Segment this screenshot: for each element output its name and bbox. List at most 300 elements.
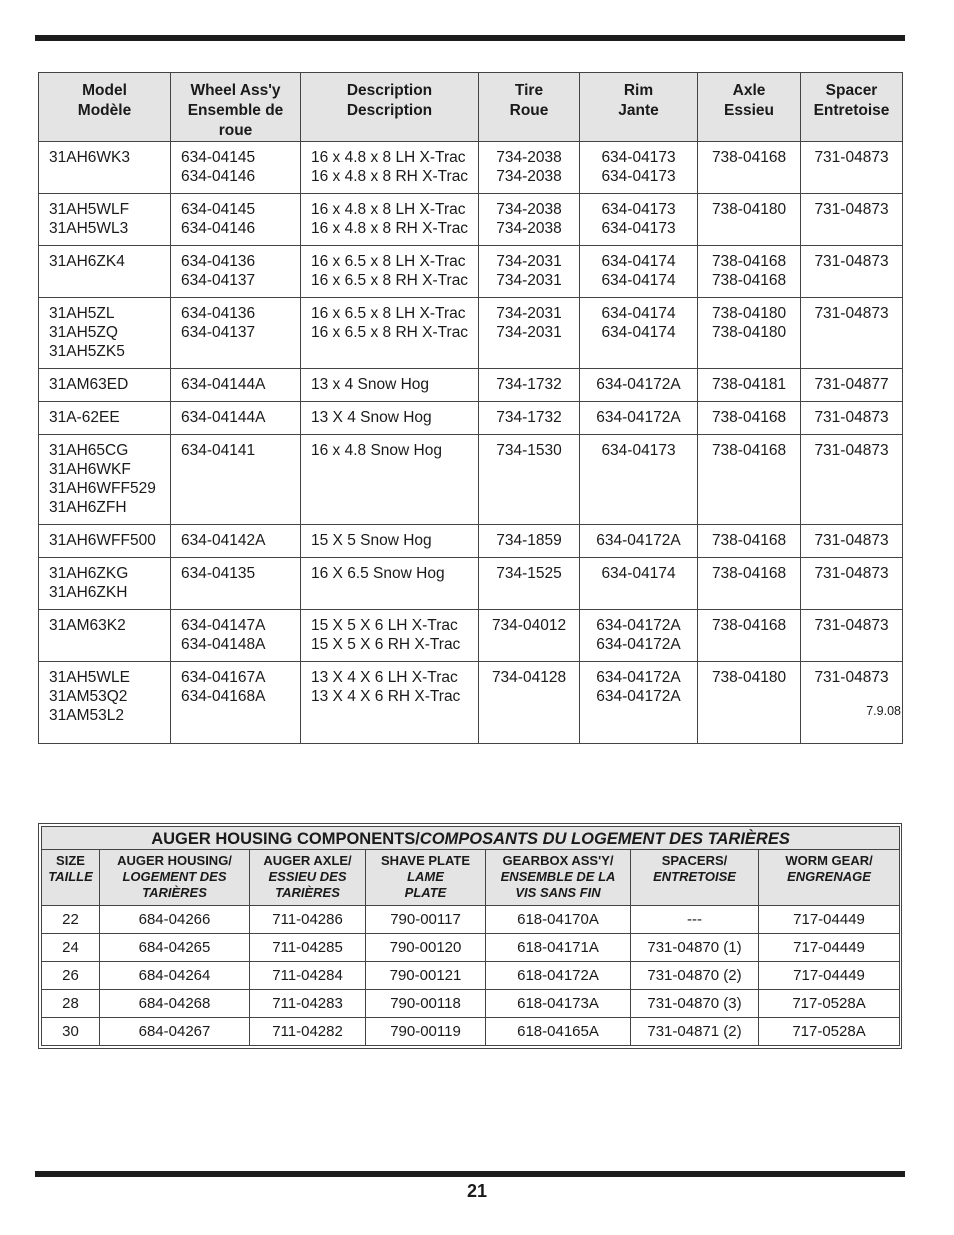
table-row [42, 1018, 900, 1046]
table-cell-spacer [801, 246, 903, 298]
auger-header-cell [42, 850, 100, 906]
table-cell: 618-04170A [486, 906, 631, 934]
table-cell-wheel [171, 246, 301, 298]
cell-line: 731-04873 [814, 532, 889, 549]
table-cell-model [39, 435, 171, 525]
cell-line: 16 x 6.5 x 8 RH X-Trac [311, 272, 469, 289]
table-cell-wheel [171, 298, 301, 369]
cell-line: 738-04168 [711, 409, 787, 426]
cell-line: 634-04173 [601, 442, 676, 459]
table-cell-spacer [801, 435, 903, 525]
cell-line: 734-1732 [496, 376, 562, 393]
cell-line: 634-04145 [181, 201, 256, 218]
cell-line: 634-04174 [601, 272, 676, 289]
cell-line: 31AH5ZQ [49, 324, 118, 341]
cell-line: 634-04137 [181, 324, 256, 341]
wheel-table-header-cell [698, 73, 801, 142]
cell-line: 731-04873 [814, 617, 889, 634]
header-line-en: AUGER HOUSING/ [117, 853, 232, 868]
table-cell-rim [580, 558, 698, 610]
table-row [42, 934, 900, 962]
cell-line: 634-04172A [596, 532, 681, 549]
table-cell-spacer [801, 662, 903, 744]
table-cell-spacer [801, 610, 903, 662]
cell-line: 634-04136 [181, 305, 256, 322]
cell-line: 738-04180 [711, 324, 787, 341]
table-row [39, 662, 903, 744]
table-cell: 684-04265 [100, 934, 250, 962]
table-cell-desc [301, 402, 479, 435]
cell-line: 634-04173 [601, 201, 676, 218]
header-line-en: SPACERS/ [661, 853, 728, 868]
cell-line: 16 x 6.5 x 8 LH X-Trac [311, 305, 466, 322]
table-cell: 790-00117 [366, 906, 486, 934]
table-cell: 731-04871 (2) [631, 1018, 759, 1046]
header-line-fr: PLATE [404, 885, 447, 900]
table-cell-axle [698, 246, 801, 298]
table-cell-wheel [171, 662, 301, 744]
auger-table-title [42, 827, 900, 850]
cell-line: 16 x 4.8 x 8 LH X-Trac [311, 201, 466, 218]
cell-line: 734-1530 [496, 442, 562, 459]
auger-table-body [42, 906, 900, 1046]
table-cell: 684-04267 [100, 1018, 250, 1046]
header-line: Description [346, 82, 433, 99]
cell-line: 31AH6WFF500 [49, 532, 156, 549]
table-row [39, 369, 903, 402]
table-cell-spacer [801, 402, 903, 435]
auger-header-cell [759, 850, 900, 906]
cell-line: 13 X 4 Snow Hog [311, 409, 432, 426]
wheel-assembly-table [38, 72, 903, 744]
wheel-table-header-cell [801, 73, 903, 142]
table-cell: 30 [42, 1018, 100, 1046]
cell-line: 16 x 4.8 Snow Hog [311, 442, 442, 459]
table-cell-desc [301, 525, 479, 558]
table-cell-spacer [801, 525, 903, 558]
cell-line: 31AH6ZK4 [49, 253, 125, 270]
table-cell-model [39, 142, 171, 194]
table-cell-wheel [171, 369, 301, 402]
wheel-table-header-cell [479, 73, 580, 142]
cell-line: 738-04168 [711, 617, 787, 634]
cell-line: 734-2031 [496, 253, 562, 270]
cell-line: 31AH6ZKH [49, 584, 128, 601]
table-cell-desc [301, 142, 479, 194]
auger-table-title-fr: COMPOSANTS DU LOGEMENT DES TARIÈRES [419, 829, 790, 848]
table-cell-axle [698, 662, 801, 744]
auger-housing-table-frame [38, 823, 902, 1049]
table-row [39, 558, 903, 610]
header-line-en: SHAVE PLATE [380, 853, 471, 868]
cell-line: 634-04173 [601, 168, 676, 185]
header-line-fr: ENSEMBLE DE LA [500, 869, 616, 884]
header-line-fr: TAILLE [48, 869, 93, 884]
table-cell-desc [301, 435, 479, 525]
header-line: Description [346, 102, 433, 119]
table-cell: 731-04870 (1) [631, 934, 759, 962]
table-cell-wheel [171, 558, 301, 610]
table-cell-axle [698, 558, 801, 610]
cell-line: 31AH5ZL [49, 305, 115, 322]
table-cell: 684-04266 [100, 906, 250, 934]
table-cell-tire [479, 435, 580, 525]
header-line: Rim [623, 82, 654, 99]
table-cell-tire [479, 525, 580, 558]
auger-header-cell [366, 850, 486, 906]
cell-line: 31AM53Q2 [49, 688, 128, 705]
cell-line: 731-04873 [814, 149, 889, 166]
table-row [42, 962, 900, 990]
table-cell-wheel [171, 435, 301, 525]
cell-line: 634-04147A [181, 617, 266, 634]
table-cell-model [39, 246, 171, 298]
cell-line: 634-04174 [601, 324, 676, 341]
table-cell: 717-04449 [759, 934, 900, 962]
table-cell: 790-00121 [366, 962, 486, 990]
header-line-en: AUGER AXLE/ [263, 853, 352, 868]
cell-line: 31AM53L2 [49, 707, 124, 724]
auger-table-title-row [42, 827, 900, 850]
cell-line: 738-04168 [711, 442, 787, 459]
header-line: Jante [618, 102, 659, 119]
table-cell-tire [479, 402, 580, 435]
table-cell-axle [698, 369, 801, 402]
cell-line: 31AM63K2 [49, 617, 126, 634]
cell-line: 16 x 4.8 x 8 RH X-Trac [311, 220, 469, 237]
cell-line: 31AH6WK3 [49, 149, 130, 166]
table-row [39, 525, 903, 558]
cell-line: 634-04146 [181, 220, 256, 237]
top-rule [35, 35, 905, 41]
header-line-en: GEARBOX ASS'Y/ [502, 853, 614, 868]
cell-line: 738-04168 [711, 272, 787, 289]
table-cell-tire [479, 142, 580, 194]
table-cell: 711-04285 [250, 934, 366, 962]
table-cell: 717-0528A [759, 1018, 900, 1046]
header-line: Entretoise [813, 102, 890, 119]
table-cell-wheel [171, 142, 301, 194]
cell-line: 31AH6ZKG [49, 565, 129, 582]
header-line-fr: VIS SANS FIN [515, 885, 601, 900]
header-line-fr: TARIÈRES [275, 885, 340, 900]
table-row [39, 142, 903, 194]
cell-line: 634-04172A [596, 617, 681, 634]
table-cell-axle [698, 610, 801, 662]
header-line: roue [218, 122, 253, 139]
table-cell-rim [580, 194, 698, 246]
wheel-table-header-cell [580, 73, 698, 142]
cell-line: 734-1525 [496, 565, 562, 582]
table-cell-wheel [171, 525, 301, 558]
cell-line: 634-04145 [181, 149, 256, 166]
table-row [39, 435, 903, 525]
cell-line: 634-04144A [181, 409, 266, 426]
table-cell-axle [698, 194, 801, 246]
table-cell-axle [698, 142, 801, 194]
wheel-table-header-row [39, 73, 903, 142]
cell-line: 738-04181 [711, 376, 787, 393]
cell-line: 15 X 5 X 6 LH X-Trac [311, 617, 458, 634]
table-cell-axle [698, 298, 801, 369]
cell-line: 16 x 6.5 x 8 LH X-Trac [311, 253, 466, 270]
table-cell: 26 [42, 962, 100, 990]
auger-housing-table [41, 826, 900, 1046]
table-cell-model [39, 194, 171, 246]
cell-line: 734-2038 [496, 149, 562, 166]
cell-line: 634-04172A [596, 636, 681, 653]
table-cell-model [39, 402, 171, 435]
table-cell-spacer [801, 194, 903, 246]
table-cell-spacer [801, 298, 903, 369]
cell-line: 731-04873 [814, 409, 889, 426]
cell-line: 634-04174 [601, 565, 676, 582]
cell-line: 634-04173 [601, 220, 676, 237]
cell-line: 16 x 4.8 x 8 RH X-Trac [311, 168, 469, 185]
cell-line: 738-04168 [711, 253, 787, 270]
cell-line: 634-04168A [181, 688, 266, 705]
table-cell-tire [479, 662, 580, 744]
header-line: Axle [732, 82, 766, 99]
table-cell-wheel [171, 402, 301, 435]
header-line-en: SIZE [56, 853, 85, 868]
cell-line: 734-2038 [496, 220, 562, 237]
table-cell-rim [580, 369, 698, 402]
cell-line: 738-04168 [711, 565, 787, 582]
cell-line: 15 X 5 Snow Hog [311, 532, 432, 549]
table-cell-model [39, 298, 171, 369]
cell-line: 734-1859 [496, 532, 562, 549]
table-cell: 717-04449 [759, 906, 900, 934]
auger-header-cell [486, 850, 631, 906]
table-cell-rim [580, 402, 698, 435]
header-line-fr: LAME [407, 869, 444, 884]
table-cell-tire [479, 194, 580, 246]
cell-line: 734-04128 [491, 669, 567, 686]
header-line: Ensemble de [187, 102, 284, 119]
cell-line: 731-04873 [814, 442, 889, 459]
bottom-rule [35, 1171, 905, 1177]
cell-line: 31AH6WFF529 [49, 480, 156, 497]
cell-line: 634-04172A [596, 669, 681, 686]
table-cell-wheel [171, 610, 301, 662]
cell-line: 634-04144A [181, 376, 266, 393]
cell-line: 734-2038 [496, 201, 562, 218]
table-cell-rim [580, 610, 698, 662]
cell-line: 634-04167A [181, 669, 266, 686]
header-line: Essieu [724, 102, 774, 119]
table-cell: --- [631, 906, 759, 934]
auger-header-cell [100, 850, 250, 906]
table-cell-tire [479, 558, 580, 610]
cell-line: 13 X 4 X 6 RH X-Trac [311, 688, 461, 705]
header-line-fr: ESSIEU DES [268, 869, 347, 884]
cell-line: 734-2031 [496, 324, 562, 341]
table-cell-model [39, 558, 171, 610]
table-cell-spacer [801, 558, 903, 610]
cell-line: 31AH5ZK5 [49, 343, 125, 360]
cell-line: 634-04174 [601, 305, 676, 322]
header-line-fr: TARIÈRES [142, 885, 207, 900]
header-line-fr: ENTRETOISE [653, 869, 736, 884]
table-row [39, 194, 903, 246]
cell-line: 13 X 4 X 6 LH X-Trac [311, 669, 458, 686]
table-cell-rim [580, 662, 698, 744]
cell-line: 16 X 6.5 Snow Hog [311, 565, 445, 582]
cell-line: 31AM63ED [49, 376, 129, 393]
header-line: Tire [514, 82, 544, 99]
cell-line: 738-04168 [711, 532, 787, 549]
table-cell-rim [580, 525, 698, 558]
table-cell-axle [698, 402, 801, 435]
cell-line: 734-1732 [496, 409, 562, 426]
table-cell-rim [580, 298, 698, 369]
table-cell: 22 [42, 906, 100, 934]
table-cell: 618-04172A [486, 962, 631, 990]
auger-table-header-row [42, 850, 900, 906]
table-row [39, 298, 903, 369]
cell-line: 13 x 4 Snow Hog [311, 376, 430, 393]
cell-line: 731-04877 [814, 376, 889, 393]
cell-line: 16 x 4.8 x 8 LH X-Trac [311, 149, 466, 166]
table-cell-desc [301, 558, 479, 610]
table-cell: 717-0528A [759, 990, 900, 1018]
cell-line: 634-04135 [181, 565, 256, 582]
cell-line: 634-04173 [601, 149, 676, 166]
table-cell-tire [479, 369, 580, 402]
cell-line: 731-04873 [814, 201, 889, 218]
table-cell-axle [698, 525, 801, 558]
table-cell: 618-04173A [486, 990, 631, 1018]
wheel-table-header-cell [171, 73, 301, 142]
table-cell-desc [301, 298, 479, 369]
wheel-table-body [39, 142, 903, 744]
table-cell: 790-00119 [366, 1018, 486, 1046]
auger-header-cell [631, 850, 759, 906]
table-cell-spacer [801, 142, 903, 194]
cell-line: 31AH6ZFH [49, 499, 127, 516]
cell-line: 634-04172A [596, 376, 681, 393]
table-cell-rim [580, 246, 698, 298]
cell-line: 734-04012 [491, 617, 567, 634]
cell-line: 31AH5WLE [49, 669, 130, 686]
cell-line: 15 X 5 X 6 RH X-Trac [311, 636, 461, 653]
table-cell: 618-04165A [486, 1018, 631, 1046]
cell-line: 634-04148A [181, 636, 266, 653]
cell-line: 31AH5WL3 [49, 220, 129, 237]
table-cell: 790-00118 [366, 990, 486, 1018]
cell-line: 634-04172A [596, 409, 681, 426]
table-cell: 731-04870 (2) [631, 962, 759, 990]
wheel-table-header-cell [301, 73, 479, 142]
auger-header-cell [250, 850, 366, 906]
cell-line: 738-04168 [711, 149, 787, 166]
header-line: Modèle [77, 102, 132, 119]
table-row [42, 990, 900, 1018]
table-cell: 24 [42, 934, 100, 962]
cell-line: 634-04172A [596, 688, 681, 705]
table-cell: 731-04870 (3) [631, 990, 759, 1018]
wheel-table-header-cell [39, 73, 171, 142]
table-cell-desc [301, 246, 479, 298]
table-cell-axle [698, 435, 801, 525]
cell-line: 634-04142A [181, 532, 266, 549]
cell-line: 734-2038 [496, 168, 562, 185]
cell-line: 634-04137 [181, 272, 256, 289]
table-cell-desc [301, 610, 479, 662]
table-cell-spacer [801, 369, 903, 402]
table-cell-model [39, 610, 171, 662]
cell-line: 634-04174 [601, 253, 676, 270]
table-cell-desc [301, 369, 479, 402]
cell-line: 738-04180 [711, 201, 787, 218]
page-number: 21 [466, 1181, 488, 1201]
table-row [39, 610, 903, 662]
table-cell-rim [580, 435, 698, 525]
cell-line: 634-04141 [181, 442, 256, 459]
cell-line: 738-04180 [711, 305, 787, 322]
cell-line: 31AH5WLF [49, 201, 130, 218]
table-cell-tire [479, 246, 580, 298]
cell-line: 738-04180 [711, 669, 787, 686]
cell-line: 731-04873 [814, 305, 889, 322]
cell-line: 634-04146 [181, 168, 256, 185]
cell-line: 31A-62EE [49, 409, 120, 426]
table-cell-model [39, 369, 171, 402]
auger-table-title-en: AUGER HOUSING COMPONENTS/ [151, 829, 420, 848]
cell-line: 634-04136 [181, 253, 256, 270]
header-line: Roue [509, 102, 549, 119]
table-cell-model [39, 662, 171, 744]
cell-line: 734-2031 [496, 305, 562, 322]
table-cell: 711-04282 [250, 1018, 366, 1046]
table-row [39, 246, 903, 298]
header-line-fr: LOGEMENT DES [122, 869, 227, 884]
table-cell-wheel [171, 194, 301, 246]
cell-line: 734-2031 [496, 272, 562, 289]
cell-line: 31AH6WKF [49, 461, 131, 478]
header-line: Wheel Ass'y [190, 82, 281, 99]
table-row [39, 402, 903, 435]
table-cell: 711-04286 [250, 906, 366, 934]
table-cell: 790-00120 [366, 934, 486, 962]
table-cell: 717-04449 [759, 962, 900, 990]
table-cell: 28 [42, 990, 100, 1018]
table-cell-tire [479, 298, 580, 369]
cell-line: 731-04873 [814, 565, 889, 582]
table-cell: 711-04284 [250, 962, 366, 990]
table-cell: 684-04268 [100, 990, 250, 1018]
table-cell-model [39, 525, 171, 558]
header-line-en: WORM GEAR/ [785, 853, 873, 868]
cell-line: 731-04873 [814, 669, 889, 686]
cell-line: 731-04873 [814, 253, 889, 270]
cell-line: 31AH65CG [49, 442, 129, 459]
document-date: 7.9.08 [866, 704, 901, 718]
table-cell-desc [301, 194, 479, 246]
header-line: Model [82, 82, 127, 99]
table-cell-rim [580, 142, 698, 194]
table-cell: 711-04283 [250, 990, 366, 1018]
table-cell: 618-04171A [486, 934, 631, 962]
table-cell-desc [301, 662, 479, 744]
table-row [42, 906, 900, 934]
header-line: Spacer [825, 82, 878, 99]
cell-line: 16 x 6.5 x 8 RH X-Trac [311, 324, 469, 341]
table-cell-tire [479, 610, 580, 662]
header-line-fr: ENGRENAGE [787, 869, 871, 884]
table-cell: 684-04264 [100, 962, 250, 990]
